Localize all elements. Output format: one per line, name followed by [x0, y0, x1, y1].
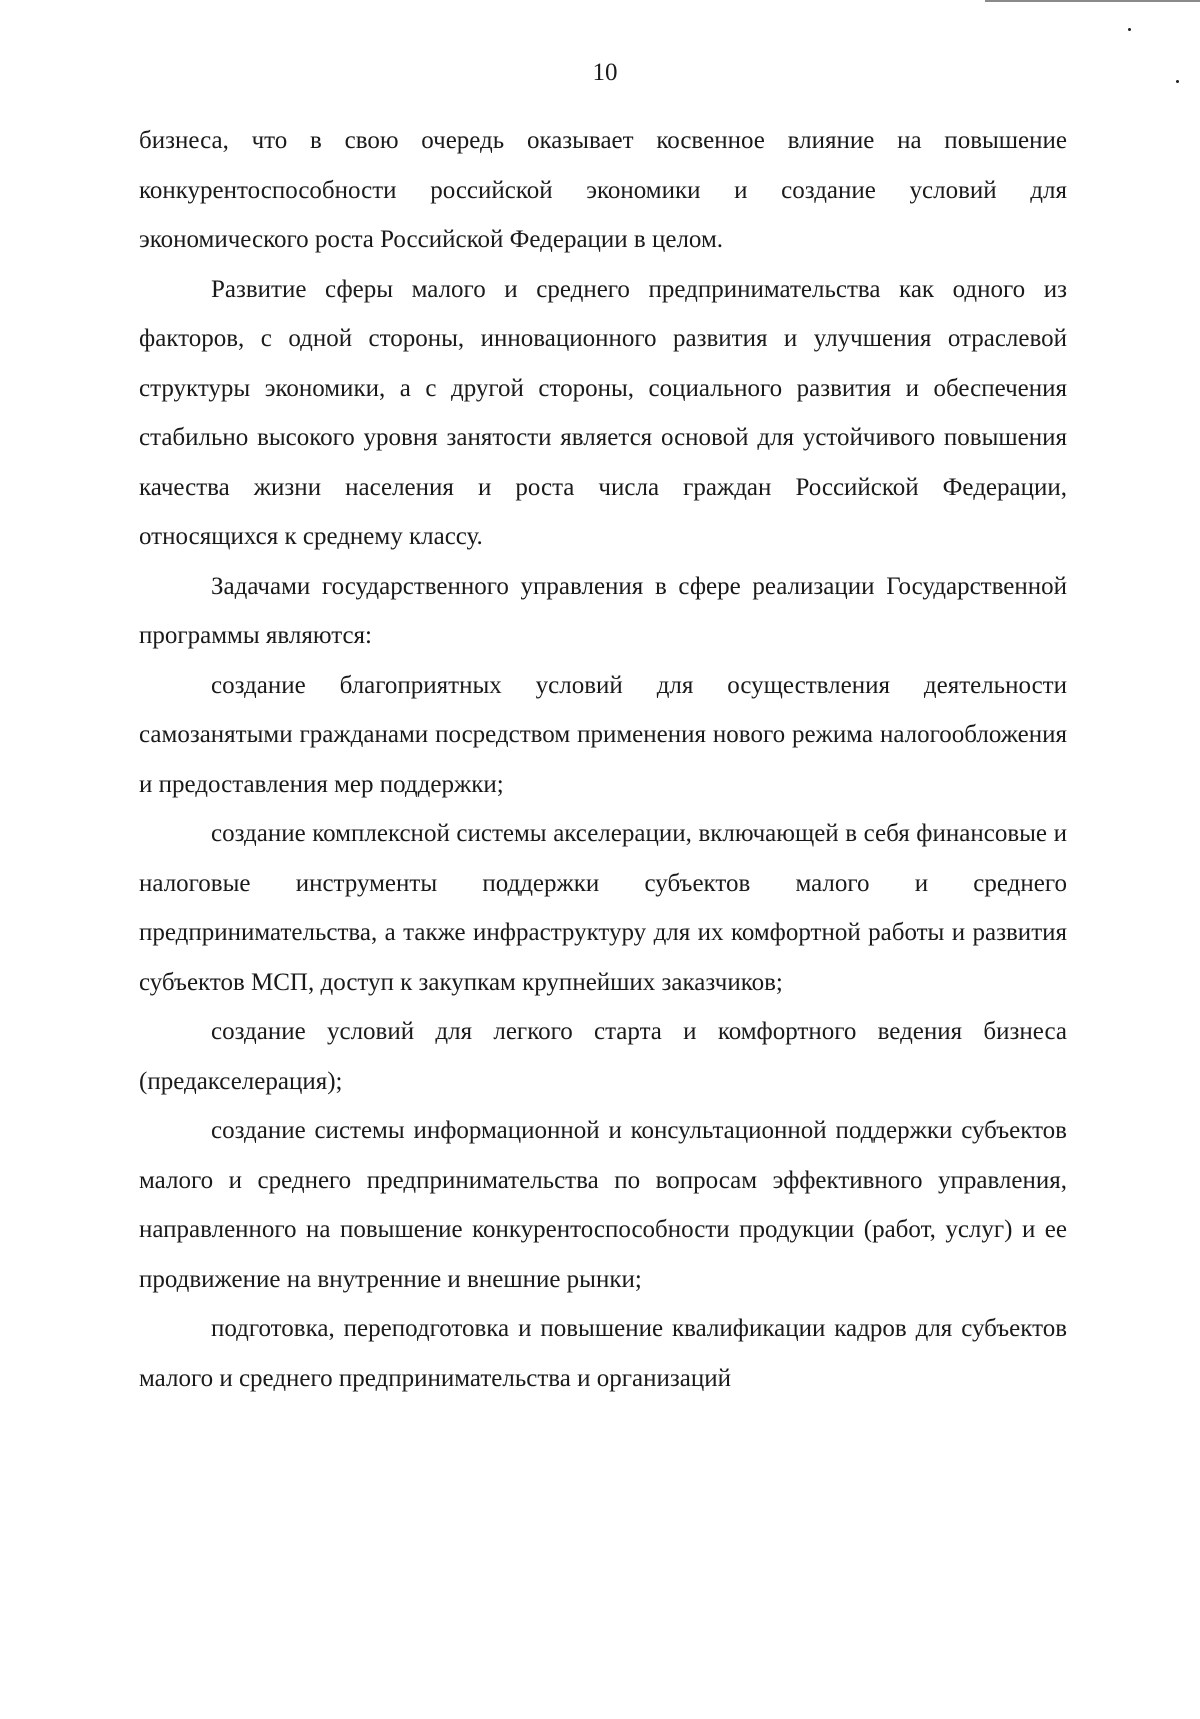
paragraph: Задачами государственного управления в сфере реализации Государственной программы являются: — [139, 572, 1067, 649]
paragraph: Развитие сферы малого и среднего предпринимательства как одного из факторов, с одной стороны, инновационного развития и улучшения отраслевой структуры экономики, а с другой стороны, социального развития и обеспечения стабильно высокого уровня занятости является основой для устойчивого повышения качества жизни населения и роста числа граждан Российской Федерации, относящихся к среднему классу. — [139, 275, 1067, 550]
list-item: создание комплексной системы акселерации, включающей в себя финансовые и налоговые инструменты поддержки субъектов малого и среднего предпринимательства, а также инфраструктуру для их комфортной работы и развития субъектов МСП, доступ к закупкам крупнейших заказчиков; — [139, 820, 1067, 996]
list-item: создание условий для легкого старта и комфортного ведения бизнеса (предакселерация); — [139, 1018, 1067, 1095]
document-body — [139, 116, 1067, 1403]
page-number: 10 — [592, 59, 618, 86]
list-item: создание системы информационной и консультационной поддержки субъектов малого и среднего предпринимательства по вопросам эффективного управления, направленного на повышение конкурентоспособности продукции (работ, услуг) и ее продвижение на внутренние и внешние рынки; — [139, 1117, 1067, 1293]
list-item: подготовка, переподготовка и повышение квалификации кадров для субъектов малого и среднего предпринимательства и организаций — [139, 1315, 1067, 1392]
scan-edge-line — [985, 0, 1200, 2]
list-item: создание благоприятных условий для осуществления деятельности самозанятыми гражданами посредством применения нового режима налогообложения и предоставления мер поддержки; — [139, 671, 1067, 798]
scan-speck — [1128, 28, 1131, 31]
paragraph: бизнеса, что в свою очередь оказывает косвенное влияние на повышение конкурентоспособности российской экономики и создание условий для экономического роста Российской Федерации в целом. — [139, 127, 1067, 253]
